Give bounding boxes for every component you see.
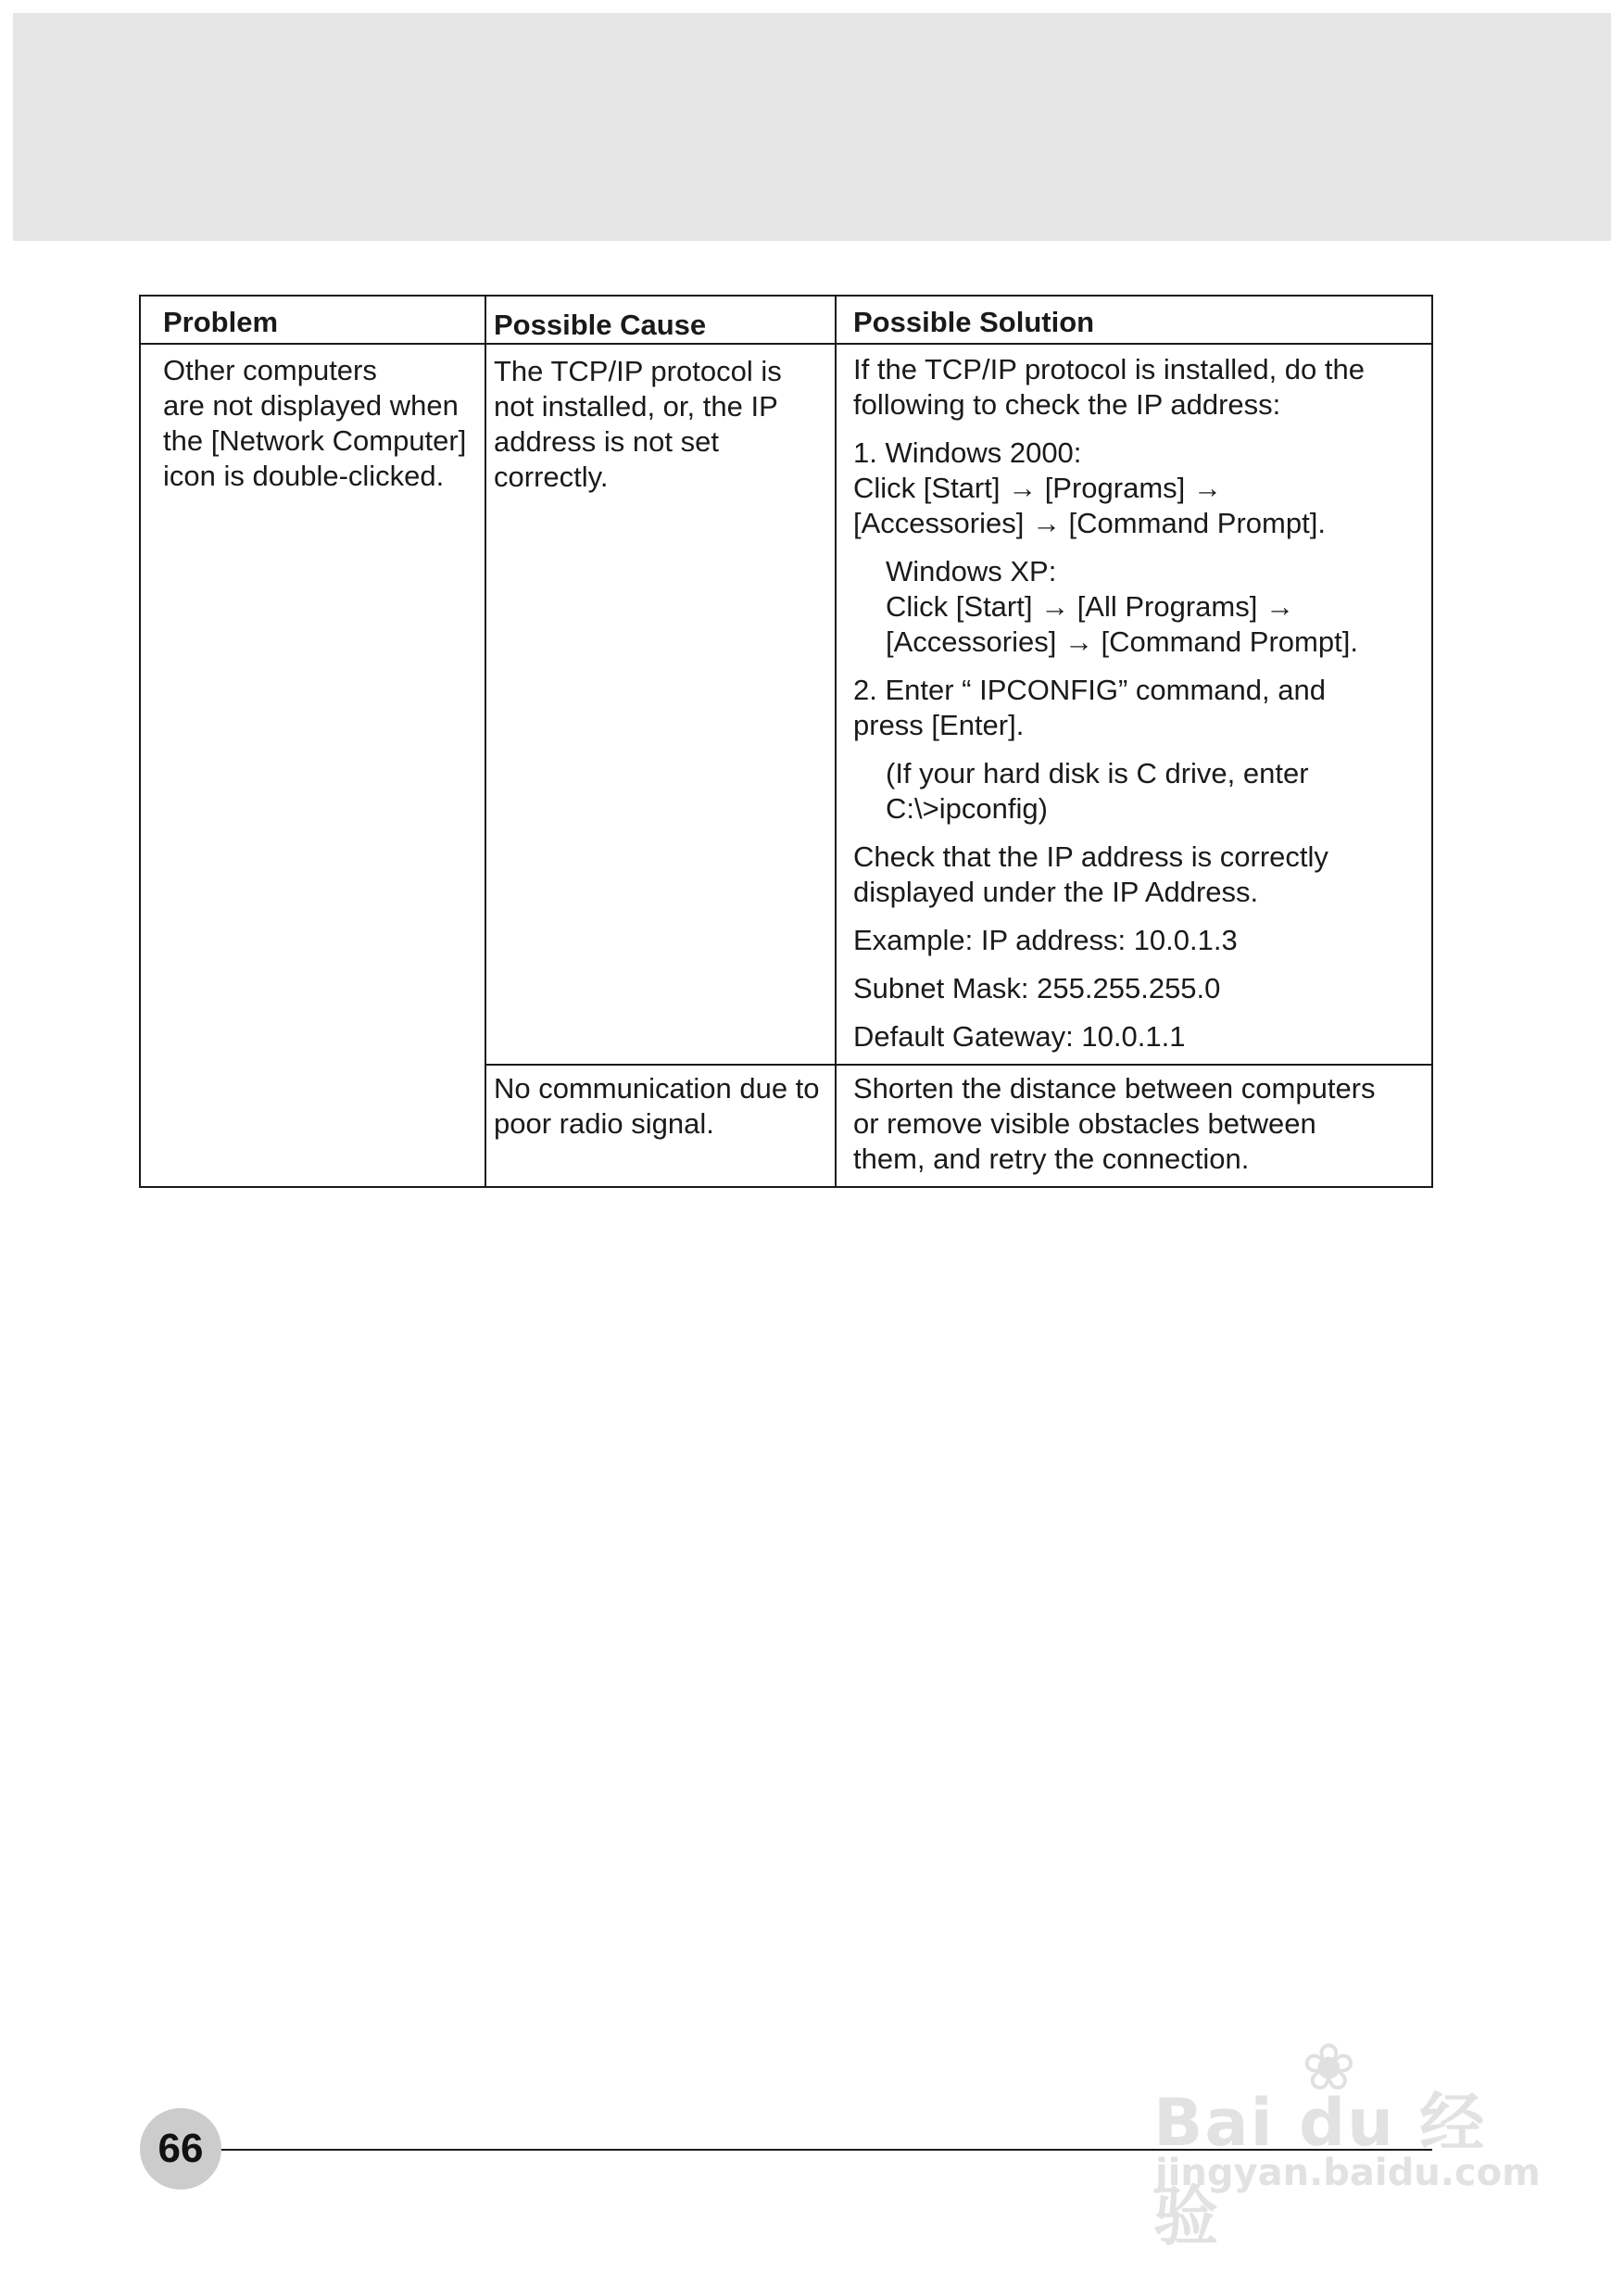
- watermark-url: jingyan.baidu.com: [1155, 2152, 1541, 2194]
- check-ip-text: [853, 840, 1420, 910]
- xp-label: Windows XP:: [886, 555, 1057, 587]
- header-possible-cause: Possible Cause: [485, 296, 836, 344]
- step-1-windows-xp: [853, 554, 1420, 660]
- step-2-ipconfig: [853, 673, 1420, 743]
- header-possible-solution: Possible Solution: [836, 296, 1432, 344]
- troubleshooting-table: [139, 295, 1433, 1188]
- problem-text-line: icon is double-clicked.: [163, 460, 445, 492]
- solution-cell-tcpip: [836, 344, 1432, 1065]
- step-1-line: Click [Start] → [Programs] →: [853, 472, 1222, 504]
- problem-text-line: are not displayed when: [163, 389, 459, 422]
- solution-text-line: or remove visible obstacles between: [853, 1107, 1316, 1140]
- paw-icon: ❀: [1302, 2029, 1356, 2105]
- solution-text-line: them, and retry the connection.: [853, 1143, 1250, 1175]
- cause-cell-radio: [485, 1065, 836, 1187]
- baidu-watermark: [1153, 2029, 1541, 2254]
- table-row: [140, 344, 1432, 1065]
- header-band: [13, 13, 1611, 241]
- cause-text-line: address is not set: [494, 425, 719, 458]
- step-2-line: 2. Enter “ IPCONFIG” command, and: [853, 674, 1326, 706]
- xp-line: Click [Start] → [All Programs] →: [886, 590, 1294, 623]
- step-2-note: [853, 756, 1420, 827]
- cause-text-line: The TCP/IP protocol is: [494, 355, 782, 387]
- example-ip-address: Example: IP address: 10.0.1.3: [853, 924, 1238, 956]
- cause-cell-tcpip: [485, 344, 836, 1065]
- problem-text-line: Other computers: [163, 354, 377, 386]
- solution-intro-line: If the TCP/IP protocol is installed, do the: [853, 353, 1365, 385]
- header-problem: Problem: [140, 296, 485, 344]
- solution-cell-radio: [836, 1065, 1432, 1187]
- solution-intro: [853, 352, 1420, 423]
- xp-line: [Accessories] → [Command Prompt].: [886, 625, 1358, 658]
- solution-text-line: Shorten the distance between computers: [853, 1072, 1376, 1105]
- note-line: (If your hard disk is C drive, enter: [886, 757, 1309, 789]
- problem-text-line: the [Network Computer]: [163, 424, 467, 457]
- watermark-brand: Bai du 经验: [1153, 2085, 1487, 2254]
- check-line: Check that the IP address is correctly: [853, 840, 1328, 873]
- cause-text-line: No communication due to: [494, 1072, 820, 1105]
- example-default-gateway: Default Gateway: 10.0.1.1: [853, 1020, 1186, 1053]
- note-line: C:\>ipconfig): [886, 792, 1048, 825]
- step-2-line: press [Enter].: [853, 709, 1025, 741]
- cause-text-line: not installed, or, the IP: [494, 390, 778, 423]
- cause-text-line: correctly.: [494, 461, 609, 493]
- problem-cell: [140, 344, 485, 1187]
- page-number: 66: [157, 2126, 204, 2171]
- cause-text-line: poor radio signal.: [494, 1107, 714, 1140]
- check-line: displayed under the IP Address.: [853, 876, 1259, 908]
- step-1-line: [Accessories] → [Command Prompt].: [853, 507, 1326, 539]
- step-1-windows-2000: [853, 436, 1420, 541]
- solution-intro-line: following to check the IP address:: [853, 388, 1281, 421]
- example-subnet-mask: Subnet Mask: 255.255.255.0: [853, 972, 1221, 1004]
- step-1-label: 1. Windows 2000:: [853, 436, 1082, 469]
- table-header-row: [140, 296, 1432, 344]
